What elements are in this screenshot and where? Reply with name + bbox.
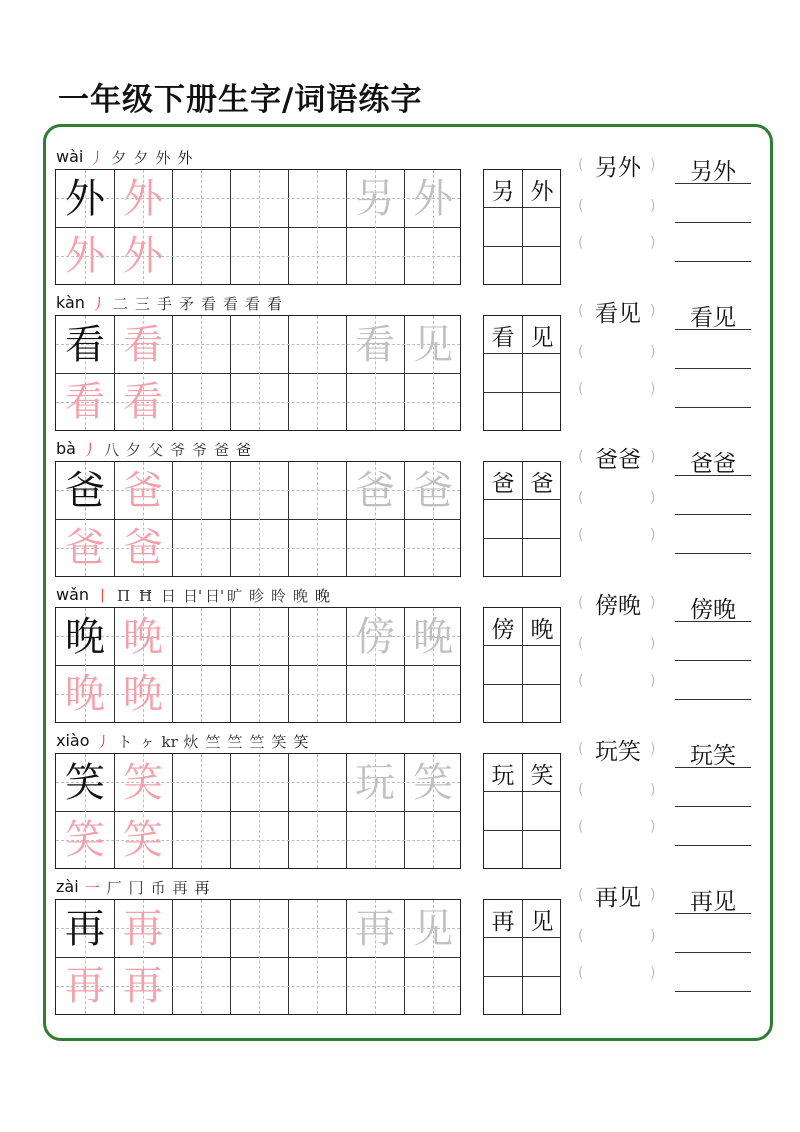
stroke-step: 冂 [128, 879, 144, 897]
stroke-step: 笑 [271, 733, 287, 751]
pinyin-label: bà [56, 439, 76, 458]
pinyin-stroke-row [56, 729, 316, 751]
stroke-step: 日' [205, 587, 225, 605]
stroke-step: 再 [172, 879, 188, 897]
stroke-step: 矛 [178, 295, 194, 313]
guide-line [317, 462, 318, 576]
word-box-character: 晚 [530, 616, 554, 643]
guide-line [259, 316, 260, 430]
trace-character: 爸 [123, 468, 163, 514]
parenthesis-right: ) [650, 965, 656, 981]
stroke-step: 丿 [90, 295, 106, 313]
stroke-step: 外 [155, 149, 171, 167]
example-word-character: 爸 [413, 468, 453, 514]
example-word-character: 爸 [355, 468, 395, 514]
stroke-step: 夕 [133, 149, 149, 167]
grid-line [484, 392, 560, 393]
guide-line [317, 170, 318, 284]
stroke-step: 手 [156, 295, 172, 313]
stroke-step: ト [117, 733, 133, 751]
writing-underline[interactable] [675, 553, 751, 554]
stroke-order [89, 149, 199, 167]
trace-character: 晚 [123, 671, 163, 717]
parenthesis-left: ( [578, 965, 584, 981]
stroke-step: 币 [150, 879, 166, 897]
stroke-step: 昣 [249, 587, 265, 605]
parenthesis-right: ) [650, 928, 656, 944]
parenthesis-left: ( [578, 490, 584, 506]
parenthesis-right: ) [650, 673, 656, 689]
parenthesis-left: ( [578, 344, 584, 360]
guide-line [317, 608, 318, 722]
stroke-step: 笑 [293, 733, 309, 751]
writing-underline[interactable] [675, 407, 751, 408]
underline-word: 另外 [690, 159, 736, 185]
trace-character: 外 [65, 233, 105, 279]
grid-line [484, 207, 560, 208]
word-practice-box[interactable] [483, 899, 561, 1015]
trace-character: 爸 [65, 525, 105, 571]
stroke-step: 厂 [106, 879, 122, 897]
writing-underline[interactable] [675, 806, 751, 807]
example-word-character: 见 [413, 322, 453, 368]
guide-line [259, 754, 260, 868]
stroke-step: 晚 [293, 587, 309, 605]
stroke-order [85, 879, 217, 897]
example-word-character: 外 [413, 176, 453, 222]
word-practice-box[interactable] [483, 169, 561, 285]
stroke-order [95, 587, 337, 605]
guide-line [201, 900, 202, 1014]
word-box-character: 看 [491, 324, 515, 351]
stroke-step: 竺 [227, 733, 243, 751]
stroke-step: 外 [177, 149, 193, 167]
practice-grid[interactable] [55, 753, 461, 869]
practice-grid[interactable] [55, 315, 461, 431]
word-box-character: 爸 [491, 470, 515, 497]
parenthesis-left: ( [578, 819, 584, 835]
parenthesis-right: ) [650, 235, 656, 251]
page-title: 一年级下册生字/词语练字 [58, 82, 423, 118]
parenthesis-left: ( [578, 235, 584, 251]
stroke-step: 一 [84, 879, 100, 897]
practice-grid[interactable] [55, 461, 461, 577]
stroke-step: Π [117, 587, 131, 605]
grid-line [484, 246, 560, 247]
parenthesis-right: ) [650, 527, 656, 543]
grid-line [484, 353, 560, 354]
writing-underline[interactable] [675, 368, 751, 369]
pinyin-stroke-row [56, 145, 199, 167]
grid-line [484, 499, 560, 500]
stroke-step: 夕 [125, 441, 141, 459]
trace-character: 看 [65, 379, 105, 425]
pinyin-label: xiào [56, 731, 90, 750]
parenthesis-right: ) [650, 198, 656, 214]
model-character: 再 [65, 906, 105, 952]
word-practice-box[interactable] [483, 753, 561, 869]
word-box-character: 爸 [530, 470, 554, 497]
stroke-step: Ħ [139, 587, 153, 605]
stroke-step: 看 [222, 295, 238, 313]
example-word-character: 再 [355, 906, 395, 952]
stroke-order [96, 733, 316, 751]
trace-character: 笑 [123, 760, 163, 806]
pinyin-label: wǎn [56, 585, 90, 604]
grid-line [484, 830, 560, 831]
guide-line [201, 608, 202, 722]
underline-word: 再见 [690, 889, 736, 915]
pinyin-label: kàn [56, 293, 85, 312]
parenthesis-left: ( [578, 527, 584, 543]
example-word-character: 玩 [355, 760, 395, 806]
writing-underline[interactable] [675, 183, 751, 184]
trace-character: 笑 [123, 817, 163, 863]
stroke-step: ヶ [139, 733, 155, 751]
stroke-step: 日 [161, 587, 177, 605]
trace-character: 晚 [65, 671, 105, 717]
stroke-step: 日' [183, 587, 203, 605]
trace-character: 外 [123, 233, 163, 279]
parenthesis-right: ) [650, 344, 656, 360]
parenthesis-right: ) [650, 449, 656, 465]
trace-character: 再 [123, 963, 163, 1009]
guide-line [259, 170, 260, 284]
model-character: 外 [65, 176, 105, 222]
parenthesis-left: ( [578, 303, 584, 319]
example-word-character: 笑 [413, 760, 453, 806]
parenthesis-right: ) [650, 303, 656, 319]
word-box-character: 见 [530, 324, 554, 351]
parenthesis-right: ) [650, 741, 656, 757]
pinyin-label: zài [56, 877, 79, 896]
parenthesis-word: 傍晚 [595, 593, 641, 619]
stroke-step: 二 [112, 295, 128, 313]
writing-underline[interactable] [675, 767, 751, 768]
character-section [0, 291, 800, 437]
underline-word: 爸爸 [690, 451, 736, 477]
parenthesis-left: ( [578, 782, 584, 798]
grid-line [484, 684, 560, 685]
stroke-step: 三 [134, 295, 150, 313]
parenthesis-left: ( [578, 381, 584, 397]
example-word-character: 傍 [355, 614, 395, 660]
word-box-character: 玩 [491, 762, 515, 789]
guide-line [317, 900, 318, 1014]
stroke-step: 夕 [111, 149, 127, 167]
grid-line [484, 937, 560, 938]
stroke-step: 爷 [169, 441, 185, 459]
stroke-step: 炏 [183, 733, 199, 751]
grid-line [484, 976, 560, 977]
trace-character: 再 [65, 963, 105, 1009]
word-practice-box[interactable] [483, 315, 561, 431]
grid-line [484, 791, 560, 792]
writing-underline[interactable] [675, 845, 751, 846]
stroke-step: 爸 [235, 441, 251, 459]
parenthesis-left: ( [578, 887, 584, 903]
trace-character: 爸 [123, 525, 163, 571]
parenthesis-word: 看见 [595, 301, 641, 327]
trace-character: 外 [123, 176, 163, 222]
stroke-step: 爷 [191, 441, 207, 459]
practice-grid[interactable] [55, 899, 461, 1015]
parenthesis-left: ( [578, 449, 584, 465]
stroke-step: 再 [194, 879, 210, 897]
character-section [0, 145, 800, 291]
parenthesis-right: ) [650, 157, 656, 173]
word-practice-box[interactable] [483, 461, 561, 577]
stroke-step: kr [161, 733, 178, 751]
guide-line [259, 608, 260, 722]
writing-underline[interactable] [675, 621, 751, 622]
stroke-step: 丿 [81, 441, 97, 459]
parenthesis-left: ( [578, 157, 584, 173]
stroke-step: 看 [200, 295, 216, 313]
example-word-character: 晚 [413, 614, 453, 660]
trace-character: 再 [123, 906, 163, 952]
writing-underline[interactable] [675, 913, 751, 914]
stroke-step: 旷 [227, 587, 243, 605]
stroke-order [82, 441, 258, 459]
pinyin-stroke-row [56, 875, 217, 897]
stroke-step: 八 [103, 441, 119, 459]
example-word-character: 另 [355, 176, 395, 222]
word-box-character: 再 [491, 908, 515, 935]
parenthesis-right: ) [650, 782, 656, 798]
word-box-character: 笑 [530, 762, 554, 789]
stroke-step: 竺 [205, 733, 221, 751]
example-word-character: 看 [355, 322, 395, 368]
pinyin-stroke-row [56, 291, 289, 313]
parenthesis-word: 另外 [595, 155, 641, 181]
writing-underline[interactable] [675, 475, 751, 476]
writing-underline[interactable] [675, 699, 751, 700]
word-box-character: 另 [491, 178, 515, 205]
character-section [0, 875, 800, 1021]
pinyin-stroke-row [56, 583, 337, 605]
writing-underline[interactable] [675, 952, 751, 953]
stroke-step: 看 [244, 295, 260, 313]
stroke-step: 丨 [95, 587, 111, 605]
parenthesis-right: ) [650, 819, 656, 835]
guide-line [317, 316, 318, 430]
grid-line [484, 538, 560, 539]
grid-line [484, 645, 560, 646]
pinyin-label: wài [56, 147, 84, 166]
word-box-character: 见 [530, 908, 554, 935]
trace-character: 看 [123, 379, 163, 425]
model-character: 笑 [65, 760, 105, 806]
character-section [0, 437, 800, 583]
underline-word: 傍晚 [690, 597, 736, 623]
stroke-step: 爸 [213, 441, 229, 459]
underline-word: 看见 [690, 305, 736, 331]
parenthesis-left: ( [578, 595, 584, 611]
character-section [0, 729, 800, 875]
parenthesis-right: ) [650, 636, 656, 652]
word-practice-box[interactable] [483, 607, 561, 723]
guide-line [201, 462, 202, 576]
parenthesis-left: ( [578, 741, 584, 757]
stroke-step: 看 [266, 295, 282, 313]
model-character: 看 [65, 322, 105, 368]
writing-underline[interactable] [675, 329, 751, 330]
word-box-character: 傍 [491, 616, 515, 643]
stroke-step: 昤 [271, 587, 287, 605]
parenthesis-word: 爸爸 [595, 447, 641, 473]
writing-underline[interactable] [675, 991, 751, 992]
parenthesis-word: 再见 [595, 885, 641, 911]
stroke-step: 晚 [315, 587, 331, 605]
writing-underline[interactable] [675, 222, 751, 223]
example-word-character: 见 [413, 906, 453, 952]
practice-grid[interactable] [55, 607, 461, 723]
model-character: 爸 [65, 468, 105, 514]
guide-line [259, 462, 260, 576]
parenthesis-word: 玩笑 [595, 739, 641, 765]
stroke-order [91, 295, 289, 313]
parenthesis-right: ) [650, 595, 656, 611]
underline-word: 玩笑 [690, 743, 736, 769]
guide-line [317, 754, 318, 868]
writing-underline[interactable] [675, 514, 751, 515]
writing-underline[interactable] [675, 660, 751, 661]
parenthesis-right: ) [650, 381, 656, 397]
pinyin-stroke-row [56, 437, 258, 459]
parenthesis-left: ( [578, 928, 584, 944]
parenthesis-right: ) [650, 887, 656, 903]
stroke-step: 丿 [95, 733, 111, 751]
practice-grid[interactable] [55, 169, 461, 285]
parenthesis-left: ( [578, 673, 584, 689]
character-section [0, 583, 800, 729]
parenthesis-left: ( [578, 636, 584, 652]
trace-character: 晚 [123, 614, 163, 660]
guide-line [259, 900, 260, 1014]
stroke-step: 丿 [89, 149, 105, 167]
guide-line [201, 754, 202, 868]
guide-line [201, 170, 202, 284]
trace-character: 笑 [65, 817, 105, 863]
stroke-step: 父 [147, 441, 163, 459]
stroke-step: 竺 [249, 733, 265, 751]
parenthesis-left: ( [578, 198, 584, 214]
trace-character: 看 [123, 322, 163, 368]
writing-underline[interactable] [675, 261, 751, 262]
word-box-character: 外 [530, 178, 554, 205]
guide-line [201, 316, 202, 430]
parenthesis-right: ) [650, 490, 656, 506]
model-character: 晚 [65, 614, 105, 660]
